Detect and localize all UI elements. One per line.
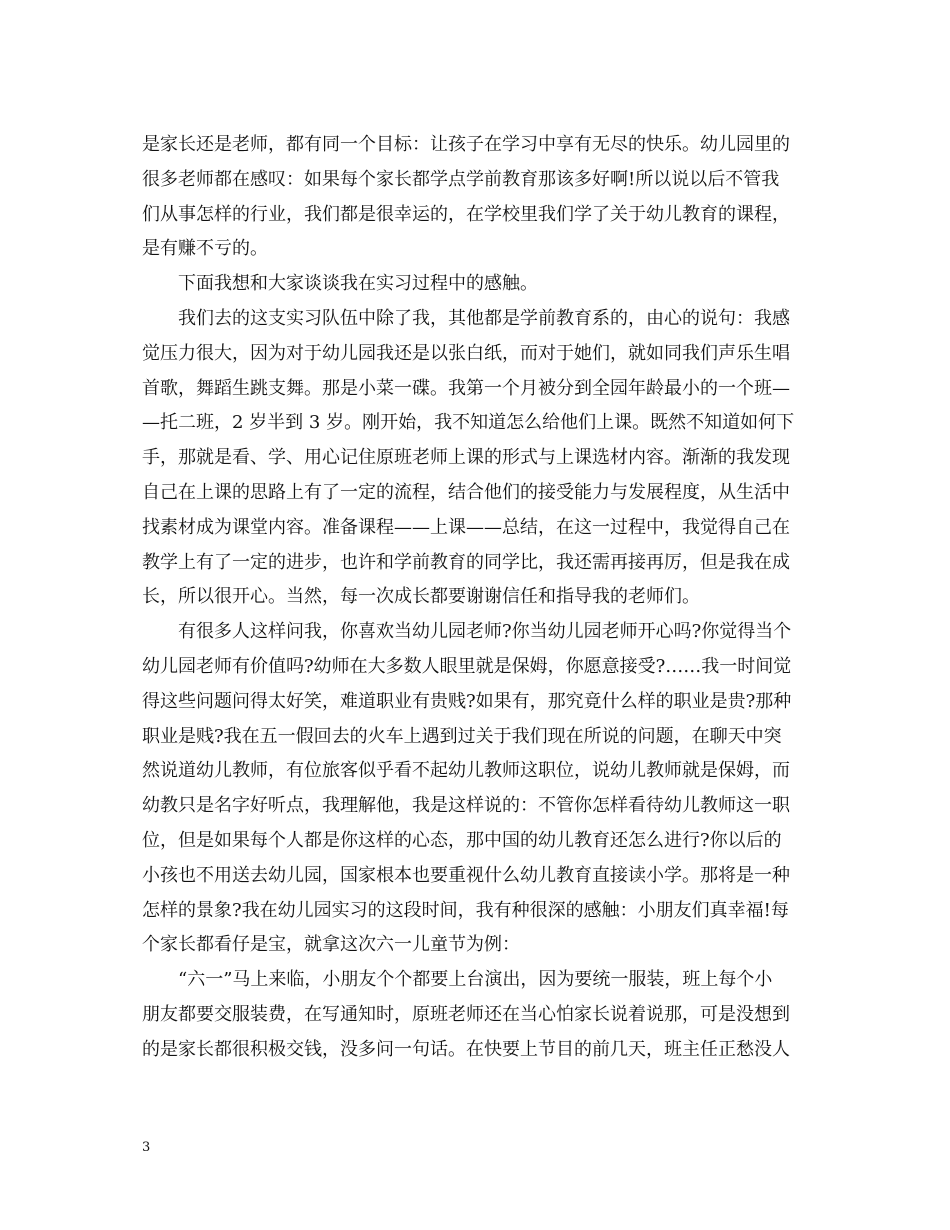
text-line: 手，那就是看、学、用心记住原班老师上课的形式与上课选材内容。渐渐的我发现 (142, 447, 790, 469)
text-line: 是有赚不亏的。 (142, 238, 268, 260)
text-line: 很多老师都在感叹：如果每个家长都学点学前教育那该多好啊!所以说以后不管我 (142, 168, 780, 190)
text-line: 有很多人这样问我，你喜欢当幼儿园老师?你当幼儿园老师开心吗?你觉得当个 (178, 621, 792, 643)
page-number: 3 (142, 1140, 151, 1155)
text-line: “六一”马上来临，小朋友个个都要上台演出，因为要统一服装，班上每个小 (178, 969, 773, 991)
text-line: 职业是贱?我在五一假回去的火车上遇到过关于我们现在所说的问题，在聊天中突 (142, 725, 782, 747)
text-line: 下面我想和大家谈谈我在实习过程中的感触。 (178, 273, 538, 295)
text-line: 怎样的景象?我在幼儿园实习的这段时间，我有种很深的感触：小朋友们真幸福!每 (142, 899, 789, 921)
text-line: 觉压力很大，因为对于幼儿园我还是以张白纸，而对于她们，就如同我们声乐生唱 (142, 342, 790, 364)
text-line: 找素材成为课堂内容。准备课程——上课——总结，在这一过程中，我觉得自己在 (142, 516, 790, 538)
text-line: 教学上有了一定的进步，也许和学前教育的同学比，我还需再接再厉，但是我在成 (142, 551, 790, 573)
text-line: 长，所以很开心。当然，每一次成长都要谢谢信任和指导我的老师们。 (142, 586, 700, 608)
text-line: 得这些问题问得太好笑，难道职业有贵贱?如果有，那究竟什么样的职业是贵?那种 (142, 690, 792, 712)
text-line: 自己在上课的思路上有了一定的流程，结合他们的接受能力与发展程度，从生活中 (142, 481, 790, 503)
text-line: 首歌，舞蹈生跳支舞。那是小菜一碟。我第一个月被分到全园年龄最小的一个班— (142, 377, 790, 399)
text-line: 幼教只是名字好听点，我理解他，我是这样说的：不管你怎样看待幼儿教师这一职 (142, 795, 790, 817)
text-line: 朋友都要交服装费，在写通知时，原班老师还在当心怕家长说着说那，可是没想到 (142, 1003, 790, 1025)
text-line: 的是家长都很积极交钱，没多问一句话。在快要上节目的前几天，班主任正愁没人 (142, 1038, 790, 1060)
text-line: 是家长还是老师，都有同一个目标：让孩子在学习中享有无尽的快乐。幼儿园里的 (142, 134, 790, 155)
body-text (142, 128, 810, 1068)
text-line: 个家长都看仔是宝，就拿这次六一儿童节为例： (142, 934, 520, 956)
text-line: —托二班，2 岁半到 3 岁。刚开始，我不知道怎么给他们上课。既然不知道如何下 (142, 412, 795, 434)
text-line: 小孩也不用送去幼儿园，国家根本也要重视什么幼儿教育直接读小学。那将是一种 (142, 864, 790, 886)
text-line: 我们去的这支实习队伍中除了我，其他都是学前教育系的，由心的说句：我感 (178, 307, 790, 329)
text-line: 们从事怎样的行业，我们都是很幸运的，在学校里我们学了关于幼儿教育的课程， (142, 203, 790, 225)
text-line: 位，但是如果每个人都是你这样的心态，那中国的幼儿教育还怎么进行?你以后的 (142, 829, 782, 851)
text-line: 幼儿园老师有价值吗?幼师在大多数人眼里就是保姆，你愿意接受?……我一时间觉 (142, 655, 792, 677)
text-line: 然说道幼儿教师，有位旅客似乎看不起幼儿教师这职位，说幼儿教师就是保姆，而 (142, 760, 790, 782)
